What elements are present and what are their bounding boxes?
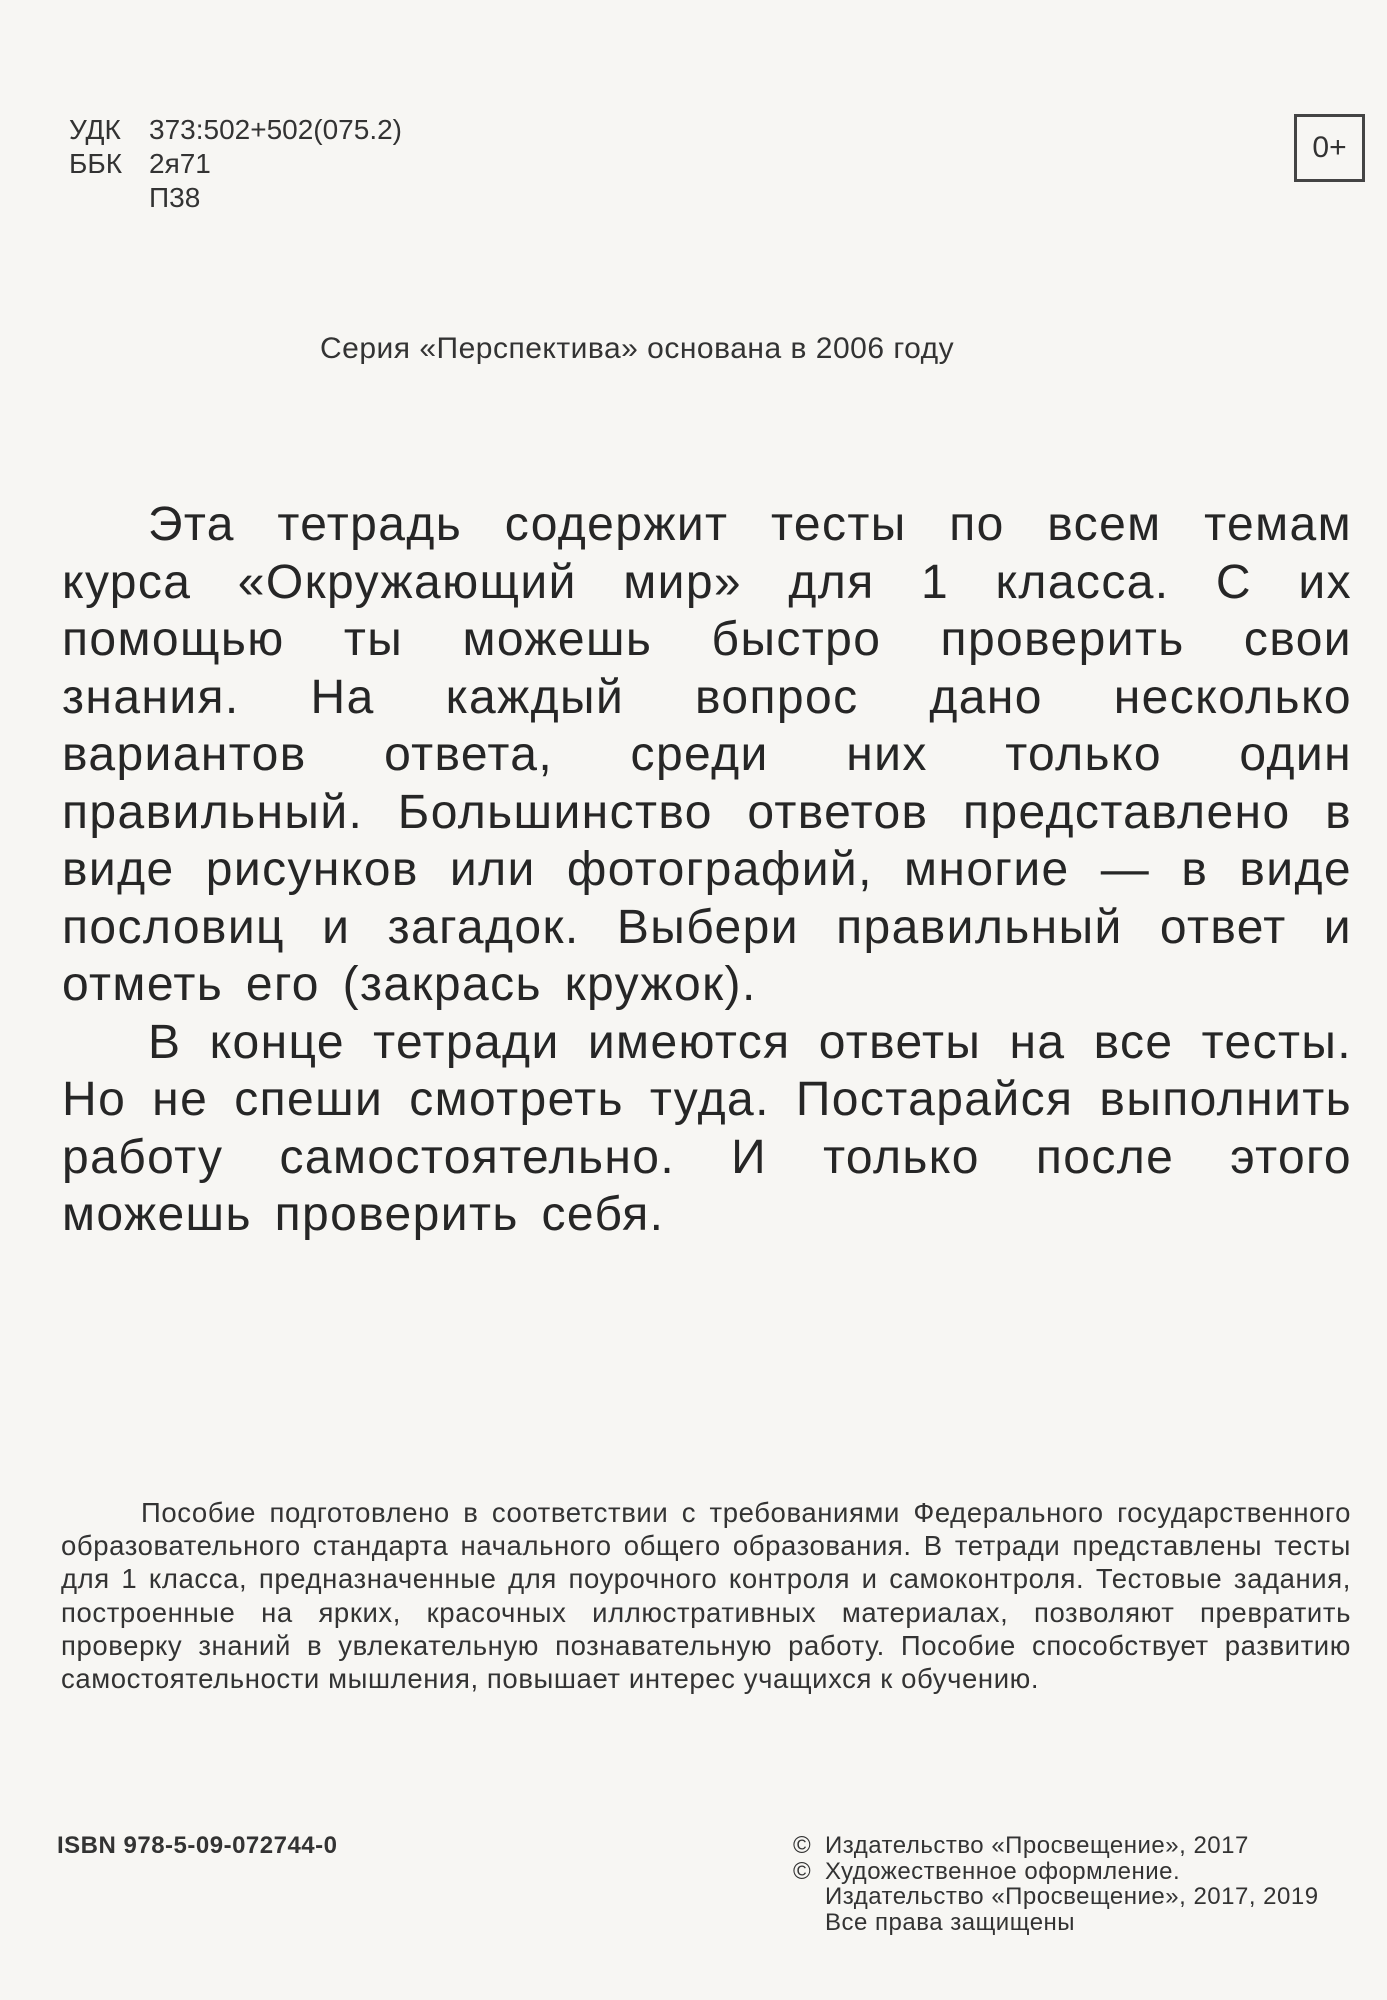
copyright-line-2: Художественное оформление. xyxy=(825,1857,1181,1885)
copyright-line-3: Издательство «Просвещение», 2017, 2019 xyxy=(825,1883,1319,1910)
copyright-line-4: Все права защищены xyxy=(825,1908,1076,1936)
classification-codes xyxy=(69,113,402,215)
copyright-line-1: Издательство «Просвещение», 2017 xyxy=(825,1832,1249,1859)
annotation-paragraph: Пособие подготовлено в соответствии с требованиями Федерального государственного образовательного стандарта начального общего образования. В тетради представлены тесты для 1 класса, предназначенные для поурочного контроля и самоконтроля. Тестовые задания, построенные на ярких, красочных иллюстративных материалах, позволяют превратить проверку знаний в увлекательную познавательную работу. Пособие способствует развитию самостоятельности мышления, повышает интерес учащихся к обучению. xyxy=(61,1497,1351,1695)
series-note: Серия «Перспектива» основана в 2006 году xyxy=(320,332,955,365)
main-paragraph-2: В конце тетради имеются ответы на все тесты. Но не спеши смотреть туда. Постарайся выполнить работу самостоятельно. И только после этого можешь проверить себя. xyxy=(62,1015,1352,1241)
copyright-symbol: © xyxy=(793,1857,812,1885)
udk-label: УДК xyxy=(69,114,121,145)
copyright-block xyxy=(793,1833,1319,1935)
copyright-symbol: © xyxy=(793,1832,812,1859)
author-mark: П38 xyxy=(149,182,201,213)
bbk-label: ББК xyxy=(69,148,123,179)
age-rating-badge: 0+ xyxy=(1294,114,1365,182)
main-paragraph-1: Эта тетрадь содержит тесты по всем темам курса «Окружающий мир» для 1 класса. С их помощью ты можешь быстро проверить свои знания. На каждый вопрос дано несколько вариантов ответа, среди них только один правильный. Большинство ответов представлено в виде рисунков или фотографий, многие — в виде пословиц и загадок. Выбери правильный ответ и отметь его (закрась кружок). xyxy=(62,498,1352,1011)
udk-value: 373:502+502(075.2) xyxy=(149,114,402,145)
main-text xyxy=(62,496,1352,1244)
annotation xyxy=(61,1496,1351,1695)
isbn: ISBN 978-5-09-072744-0 xyxy=(57,1832,338,1859)
bbk-value: 2я71 xyxy=(149,148,211,179)
